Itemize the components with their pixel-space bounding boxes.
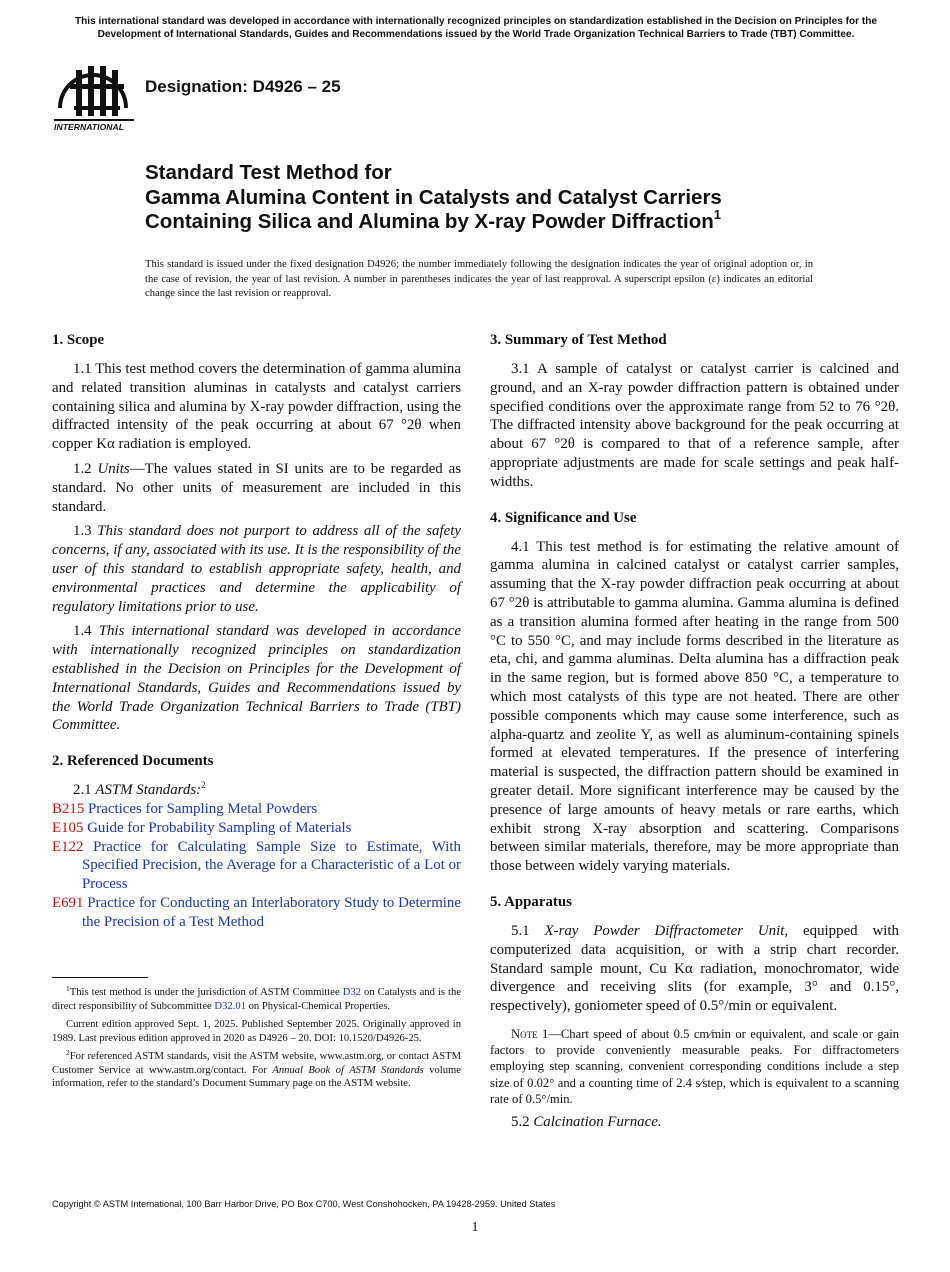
scope-1-2 — [52, 460, 461, 516]
footnote-1 — [52, 986, 461, 1014]
note-text: —Chart speed of about 0.5 cm⁄min or equivalent, and scale or gain factors to provide conveniently measurable peaks. For diffractometers employing step scanning, convenient corresponding conditions include a step size of 0.02° and a counting time of 2.4 s⁄step, which is equivalent to a scanning rate of 0.5°/min. — [490, 1026, 899, 1106]
reference-code-link[interactable]: E691 — [52, 894, 84, 911]
significance-heading: 4. Significance and Use — [490, 509, 637, 526]
logo-wordmark: INTERNATIONAL — [54, 119, 134, 132]
reference-code-link[interactable]: E105 — [52, 819, 84, 836]
title-footnote-mark: 1 — [713, 207, 721, 223]
apparatus-5-2 — [490, 1113, 899, 1132]
reference-title-link[interactable]: Practices for Sampling Metal Powders — [88, 800, 318, 817]
section-summary — [490, 330, 899, 492]
reference-item[interactable] — [52, 838, 461, 894]
title-line-1: Standard Test Method for — [145, 161, 392, 184]
reference-code-link[interactable]: E122 — [52, 838, 84, 855]
footnote-mark: 2 — [66, 1047, 70, 1057]
note-1 — [490, 1026, 899, 1107]
para-number: 1.4 — [73, 623, 99, 640]
footnote-divider — [52, 977, 148, 978]
scope-1-1: 1.1 This test method covers the determination of gamma alumina and related transition aluminas in catalysts and catalyst carriers containing silica and alumina by X-ray powder diffraction, using the diffracted intensity of the peak occurring at about 67 °2θ when copper Kα radiation is employed. — [52, 361, 461, 453]
title-line-2: Gamma Alumina Content in Catalysts and Catalyst Carriers — [145, 185, 722, 209]
section-referenced-documents — [52, 751, 461, 931]
copyright-line: Copyright © ASTM International, 100 Barr Harbor Drive, PO Box C700, West Conshohocken, PA 19428-2959. United States — [52, 1199, 556, 1209]
section-significance — [490, 508, 899, 876]
left-column — [52, 330, 461, 948]
title-line-3-text: Containing Silica and Alumina by X-ray Powder Diffraction — [145, 210, 714, 234]
section-apparatus — [490, 892, 899, 1132]
calcination-furnace-label: Calcination Furnace. — [533, 1113, 662, 1130]
para-number: 2.1 — [73, 782, 96, 799]
designation: Designation: D4926 – 25 — [145, 77, 341, 96]
footnote-2 — [52, 1047, 461, 1092]
committee-link[interactable]: D32 — [342, 987, 361, 998]
para-number: 1.3 — [73, 523, 98, 540]
footnote-mark: 2 — [201, 780, 206, 791]
significance-4-1: 4.1 This test method is for estimating the relative amount of gamma alumina in calcined catalyst or catalyst carrier samples, assuming that the X-ray powder diffraction peak occurring at about 67 °2θ is attributable to gamma alumina. Gamma alumina is defined as a transition alumina formed after heating in the range from 500 °C to 550 °C, and may include forms described in the literature as eta, chi, and gamma aluminas. Delta alumina has a diffraction peak in the same region, but is formed above 850 °C, a temperature to which most catalysts of this type are not heated. There are other possible components which may cause some interference, such as alpha-quartz and zeolite Y, as well as aluminum-containing spinels formed at elevated temperatures. If the presence of interfering material is suspected, the diffraction pattern should be examined in greater detail. More significant interference may be caused by the presence of large amounts of heavy metals or rare earths, which exhibit strong X-ray absorption and scattering. Comparisons between similar materials, therefore, may be more appropriate than those between widely varying materials. — [490, 538, 899, 875]
apparatus-5-1 — [490, 922, 899, 1016]
para-number: 5.1 — [511, 922, 545, 939]
footnote-text: This test method is under the jurisdiction of ASTM Committee — [69, 987, 343, 998]
annual-book-title: Annual Book of ASTM Standards — [272, 1064, 424, 1076]
footnote-mark: 1 — [66, 984, 70, 993]
referenced-heading: 2. Referenced Documents — [52, 753, 214, 770]
note-label: Note 1 — [511, 1026, 549, 1041]
footnote-text: on Catalysts and is the direct responsibility of Subcommittee — [52, 987, 461, 1012]
scope-heading: 1. Scope — [52, 332, 105, 348]
footnote-text: For referenced ASTM standards, visit the ASTM website, www.astm.org, or contact ASTM Customer Service at www.astm.org/contact. For — [52, 1050, 461, 1076]
summary-3-1: 3.1 A sample of catalyst or catalyst carrier is calcined and ground, and an X-ray powder diffraction pattern is obtained under specified conditions over the approximate range from 52 to 76 °2θ. The diffracted intensity above background for the peak occurring at about 67 °2θ is compared to that of a reference sample, after appropriate adjustments are made for scale settings and peak half-widths. — [490, 361, 899, 490]
reference-code-link[interactable]: B215 — [52, 800, 85, 817]
reference-item[interactable] — [52, 819, 461, 838]
apparatus-heading: 5. Apparatus — [490, 893, 572, 910]
international-standard-notice: This international standard was developed in accordance with internationally recognized principles on standardization established in the Decision on Principles for the Development of International Standards, Guides and Recommendations issued by the World Trade Organization Technical Barriers to Trade (TBT) Committee. — [74, 16, 878, 40]
reference-item[interactable] — [52, 800, 461, 819]
reference-title-link[interactable]: Practice for Conducting an Interlaboratory Study to Determine the Precision of a Test Method — [82, 894, 461, 930]
para-number: 5.2 — [511, 1113, 534, 1130]
scope-1-3 — [52, 522, 461, 616]
reference-title-link[interactable]: Practice for Calculating Sample Size to Estimate, With Specified Precision, the Average for a Characteristic of a Lot or Process — [82, 838, 461, 893]
edition-note: Current edition approved Sept. 1, 2025. Published September 2025. Originally approved in 1989. Last previous edition approved in 2020 as D4926 – 20. DOI: 10.1520/D4926-25. — [52, 1018, 461, 1044]
wto-text: This international standard was developed in accordance with internationally recognized principles on standardization established in the Decision on Principles for the Development of International Standards, Guides and Recommendations issued by the World Trade Organization Technical Barriers to Trade (TBT) Committee. — [52, 623, 462, 734]
diffractometer-label: X-ray Powder Diffractometer Unit, — [544, 922, 789, 939]
issuance-note: This standard is issued under the fixed designation D4926; the number immediately following the designation indicates the year of original adoption or, in the case of revision, the year of last revision. A number in parentheses indicates the year of last reapproval. A superscript epsilon (ε) indicates an editorial change since the last revision or reapproval. — [145, 259, 813, 300]
document-title — [145, 161, 905, 235]
astm-standards-label: ASTM Standards: — [95, 782, 202, 799]
footnote-text: volume information, refer to the standard’s Document Summary page on the ASTM website. — [52, 1064, 461, 1090]
units-text: —The values stated in SI units are to be regarded as standard. No other units of measurement are included in this standard. — [52, 460, 461, 515]
summary-heading: 3. Summary of Test Method — [490, 332, 667, 348]
scope-1-4 — [52, 622, 461, 735]
safety-text: This standard does not purport to address all of the safety concerns, if any, associated with its use. It is the responsibility of the user of this standard to establish appropriate safety, health, and environmental practices and determine the applicability of regulatory limitations prior to use. — [52, 523, 461, 615]
section-scope — [52, 330, 461, 735]
para-number: 1.2 — [73, 460, 98, 477]
title-line-3 — [145, 207, 905, 235]
astm-standards-intro — [52, 781, 461, 800]
units-label: Units — [97, 460, 130, 477]
subcommittee-link[interactable]: D32.01 — [214, 1000, 246, 1012]
footnote-text: on Physical-Chemical Properties. — [245, 1000, 391, 1012]
page-number: 1 — [471, 1220, 479, 1235]
diffractometer-text: equipped with computerized data acquisition, or with a strip chart recorder. Standard sample mount, Cu Kα radiation, monochromator, wide divergence and receiving slits (for example, 3° and 0.15°, respectively), goniometer speed of 0.5°/min or equivalent. — [490, 922, 899, 1015]
reference-item[interactable] — [52, 894, 461, 932]
reference-title-link[interactable]: Guide for Probability Sampling of Materials — [87, 819, 352, 836]
footnotes — [52, 986, 461, 1095]
right-column — [490, 330, 899, 1148]
